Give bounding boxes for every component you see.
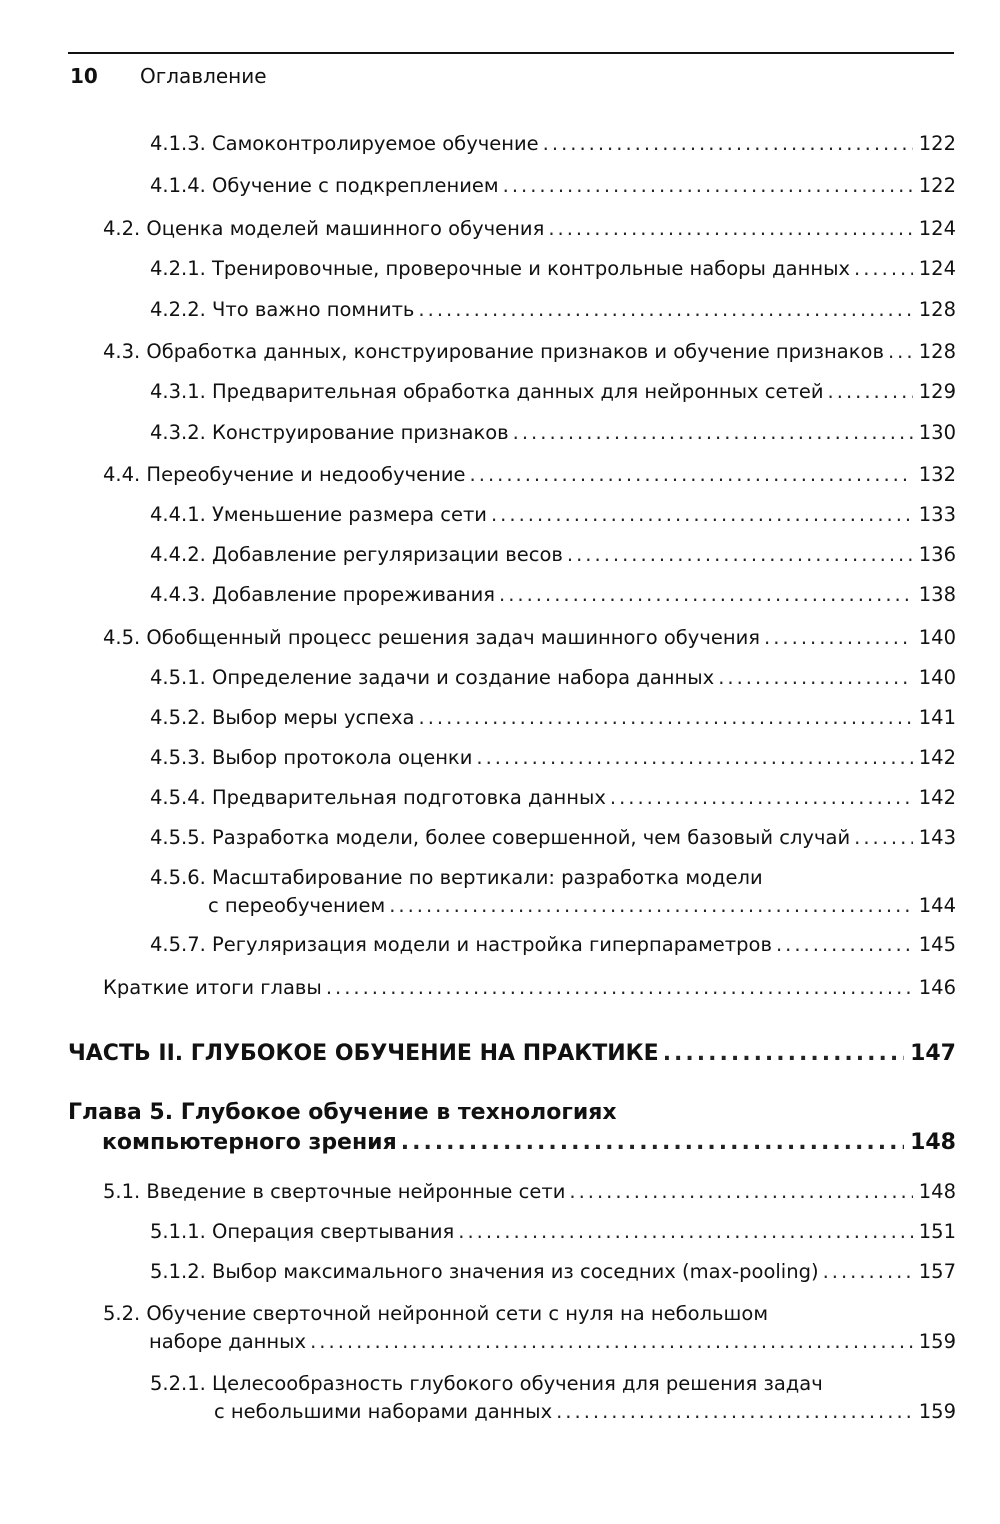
toc-entry[interactable]: 5.1.1. Операция свертывания ..... 151 bbox=[150, 1218, 956, 1246]
toc-entry[interactable]: 4.3.1. Предварительная обработка данных для нейронных сетей ..... 129 bbox=[150, 378, 956, 406]
page-ref: 122 bbox=[918, 174, 956, 197]
page-ref: 157 bbox=[918, 1260, 956, 1283]
page-ref: 146 bbox=[918, 976, 956, 999]
page-ref: 129 bbox=[918, 380, 956, 403]
toc-entry[interactable]: 4.5.4. Предварительная подготовка данных ..... 142 bbox=[150, 784, 956, 812]
toc-entry[interactable]: 5.2.1. Целесообразность глубокого обучения для решения задач с небольшими наборами данных ..... 159 bbox=[150, 1370, 956, 1426]
page-ref: 145 bbox=[918, 933, 956, 956]
toc-entry[interactable]: 4.2.1. Тренировочные, проверочные и контрольные наборы данных ..... 124 bbox=[150, 255, 956, 283]
toc-entry[interactable]: 4.5. Обобщенный процесс решения задач машинного обучения ..... 140 bbox=[103, 624, 956, 652]
page-ref: 147 bbox=[910, 1041, 956, 1066]
page-ref: 144 bbox=[918, 894, 956, 917]
page-ref: 142 bbox=[918, 786, 956, 809]
page-ref: 151 bbox=[918, 1220, 956, 1243]
toc-entry[interactable]: 4.5.6. Масштабирование по вертикали: разработка модели с переобучением ..... 144 bbox=[150, 864, 956, 920]
toc-entry[interactable]: 5.1.2. Выбор максимального значения из соседних (max-pooling) ..... 157 bbox=[150, 1258, 956, 1286]
page-ref: 143 bbox=[918, 826, 956, 849]
toc-part-entry[interactable]: ЧАСТЬ II. ГЛУБОКОЕ ОБУЧЕНИЕ НА ПРАКТИКЕ ..... 147 bbox=[68, 1040, 956, 1068]
page-ref: 124 bbox=[918, 217, 956, 240]
page-ref: 132 bbox=[918, 463, 956, 486]
toc-entry[interactable]: 4.4.1. Уменьшение размера сети ..... 133 bbox=[150, 501, 956, 529]
page-ref: 133 bbox=[918, 503, 956, 526]
toc-entry[interactable]: 5.2. Обучение сверточной нейронной сети с нуля на небольшом наборе данных ..... 159 bbox=[103, 1300, 956, 1356]
page-ref: 124 bbox=[918, 257, 956, 280]
toc-entry[interactable]: 4.5.5. Разработка модели, более совершенной, чем базовый случай ..... 143 bbox=[150, 824, 956, 852]
toc-entry[interactable]: 4.3.2. Конструирование признаков ..... 130 bbox=[150, 419, 956, 447]
toc-entry[interactable]: 4.4.3. Добавление прореживания ..... 138 bbox=[150, 581, 956, 609]
toc-entry[interactable]: 4.2. Оценка моделей машинного обучения ..... 124 bbox=[103, 215, 956, 243]
toc-entry[interactable]: Краткие итоги главы ..... 146 bbox=[103, 974, 956, 1002]
header-rule bbox=[68, 52, 954, 54]
page-ref: 128 bbox=[918, 298, 956, 321]
page-ref: 122 bbox=[918, 132, 956, 155]
toc-entry[interactable]: 4.5.3. Выбор протокола оценки ..... 142 bbox=[150, 744, 956, 772]
toc-entry[interactable]: 4.2.2. Что важно помнить ..... 128 bbox=[150, 296, 956, 324]
toc-entry[interactable]: 4.5.2. Выбор меры успеха ..... 141 bbox=[150, 704, 956, 732]
page-ref: 136 bbox=[918, 543, 956, 566]
page-number: 10 bbox=[70, 64, 98, 88]
running-title: Оглавление bbox=[140, 64, 267, 88]
toc-entry[interactable]: 4.3. Обработка данных, конструирование признаков и обучение признаков ..... 128 bbox=[103, 338, 956, 366]
page-ref: 159 bbox=[918, 1400, 956, 1423]
toc-chapter-entry[interactable]: Глава 5. Глубокое обучение в технологиях компьютерного зрения ..... 148 bbox=[68, 1098, 956, 1158]
toc-entry[interactable]: 4.1.4. Обучение с подкреплением ..... 122 bbox=[150, 172, 956, 200]
page-ref: 141 bbox=[918, 706, 956, 729]
toc-entry[interactable]: 4.4. Переобучение и недообучение ..... 132 bbox=[103, 461, 956, 489]
page-ref: 140 bbox=[918, 626, 956, 649]
page-ref: 130 bbox=[918, 421, 956, 444]
page-ref: 148 bbox=[918, 1180, 956, 1203]
toc-entry[interactable]: 5.1. Введение в сверточные нейронные сети ..... 148 bbox=[103, 1178, 956, 1206]
page-ref: 128 bbox=[918, 340, 956, 363]
toc-entry[interactable]: 4.5.1. Определение задачи и создание набора данных ..... 140 bbox=[150, 664, 956, 692]
page-ref: 142 bbox=[918, 746, 956, 769]
page-ref: 148 bbox=[910, 1130, 956, 1155]
toc-entry[interactable]: 4.4.2. Добавление регуляризации весов ..... 136 bbox=[150, 541, 956, 569]
toc-entry[interactable]: 4.5.7. Регуляризация модели и настройка гиперпараметров ..... 145 bbox=[150, 931, 956, 959]
page-ref: 140 bbox=[918, 666, 956, 689]
page-ref: 138 bbox=[918, 583, 956, 606]
running-header bbox=[70, 64, 267, 88]
toc-entry[interactable]: 4.1.3. Самоконтролируемое обучение ..... 122 bbox=[150, 130, 956, 158]
page-ref: 159 bbox=[918, 1330, 956, 1353]
